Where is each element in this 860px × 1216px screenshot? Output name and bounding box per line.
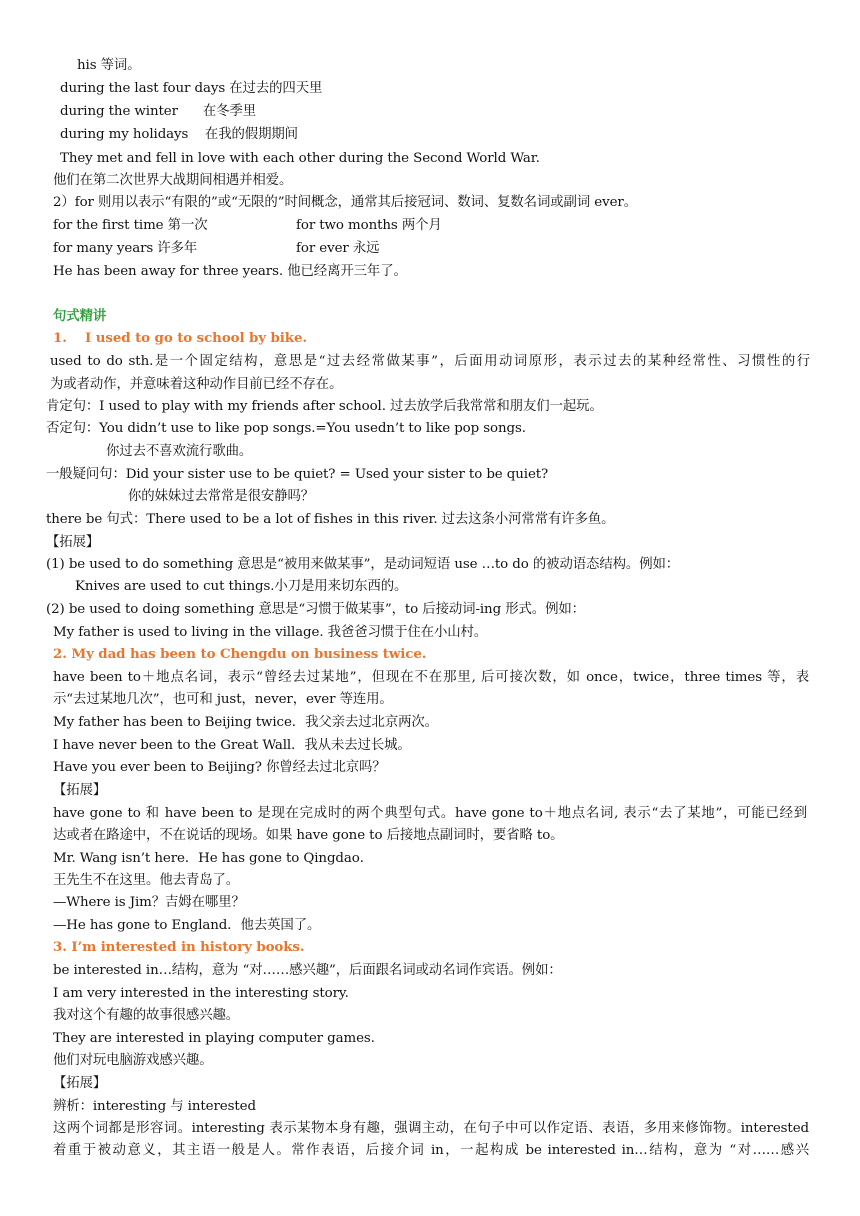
text-line: during the last four days 在过去的四天里 (60, 81, 323, 96)
text-line: 2）for 则用以表示“有限的”或“无限的”时间概念，通常其后接冠词、数词、复数名词或副词 ever。 (53, 195, 638, 210)
example-sentence: They are interested in playing computer games. (53, 1031, 375, 1046)
example-sentence: My father has been to Beijing twice．我父亲去过北京两次。 (53, 715, 438, 730)
question-example: 一般疑问句：Did your sister use to be quiet? = Used your sister to be quiet? (46, 467, 549, 482)
translation: 你的妹妹过去常常是很安静吗？ (128, 489, 315, 504)
extension-item: (1) be used to do something 意思是“被用来做某事”，是动词短语 use …to do 的被动语态结构。例如： (46, 557, 680, 572)
paragraph-line: 示“去过某地几次”，也可和 just，never，ever 等连用。 (53, 692, 393, 707)
there-be-example: there be 句式：There used to be a lot of fishes in this river. 过去这条小河常常有许多鱼。 (46, 512, 615, 527)
example-sentence: I am very interested in the interesting story. (53, 986, 349, 1001)
example-sentence: He has been away for three years. 他已经离开三年了。 (53, 264, 407, 279)
extension-example: Knives are used to cut things.小刀是用来切东西的。 (75, 579, 408, 594)
paragraph-line: 达或者在路途中，不在说话的现场。如果 have gone to 后接地点副词时，要省略 to。 (53, 828, 564, 843)
dialogue-line: —Where is Jim？吉姆在哪里？ (53, 895, 245, 910)
extension-example: My father is used to living in the village. 我爸爸习惯于住在小山村。 (53, 625, 488, 640)
extension-label: 【拓展】 (53, 783, 107, 798)
affirmative-example: 肯定句：I used to play with my friends after school. 过去放学后我常常和朋友们一起玩。 (46, 399, 603, 414)
for-example-left: for many years 许多年 (53, 241, 198, 256)
paragraph-line: 着重于被动意义，其主语一般是人。常作表语，后接介词 in，一起构成 be interested in…结构，意为 “对……感兴 (53, 1143, 809, 1158)
text-line: 他们在第二次世界大战期间相遇并相爱。 (53, 173, 293, 188)
text-line: his 等词。 (77, 58, 141, 73)
translation: 他们对玩电脑游戏感兴趣。 (53, 1053, 213, 1068)
translation: 你过去不喜欢流行歌曲。 (106, 444, 253, 459)
example-sentence: I have never been to the Great Wall．我从未去过长城。 (53, 738, 411, 753)
text-line: during my holidays 在我的假期期间 (60, 127, 298, 142)
translation: 我对这个有趣的故事很感兴趣。 (53, 1008, 240, 1023)
negative-example: 否定句：You didn’t use to like pop songs.=You usedn’t to like pop songs. (46, 421, 526, 436)
point-heading: 2. My dad has been to Chengdu on business twice. (53, 646, 427, 662)
section-title: 句式精讲 (53, 308, 107, 324)
analysis-heading: 辨析：interesting 与 interested (53, 1099, 256, 1114)
paragraph-line: have gone to 和 have been to 是现在完成时的两个典型句式。have gone to＋地点名词, 表示“去了某地”，可能已经到 (53, 806, 807, 821)
example-sentence: Have you ever been to Beijing? 你曾经去过北京吗？ (53, 760, 386, 775)
for-example-left: for the first time 第一次 (53, 218, 208, 233)
translation: 王先生不在这里。他去青岛了。 (53, 873, 240, 888)
paragraph-line: 这两个词都是形容词。interesting 表示某物本身有趣，强调主动，在句子中可以作定语、表语，多用来修饰物。interested (53, 1121, 809, 1136)
point-heading: 1. I used to go to school by bike. (53, 330, 307, 346)
point-heading: 3. I’m interested in history books. (53, 939, 305, 955)
paragraph-line: have been to＋地点名词，表示“曾经去过某地”，但现在不在那里, 后可接次数，如 once，twice，three times 等，表 (53, 670, 809, 685)
dialogue-line: —He has gone to England．他去英国了。 (53, 918, 321, 933)
extension-item: (2) be used to doing something 意思是“习惯于做某事”，to 后接动词-ing 形式。例如： (46, 602, 585, 617)
text-line: during the winter 在冬季里 (60, 104, 256, 119)
for-example-right: for ever 永远 (296, 241, 380, 256)
text-line: They met and fell in love with each other during the Second World War. (60, 151, 540, 166)
paragraph-line: 为或者动作，并意味着这种动作目前已经不存在。 (50, 377, 343, 392)
example-sentence: Mr. Wang isn’t here．He has gone to Qingdao． (53, 851, 374, 866)
paragraph-line: be interested in…结构，意为 “对……感兴趣”，后面跟名词或动名词作宾语。例如： (53, 963, 562, 978)
extension-label: 【拓展】 (46, 535, 100, 550)
for-example-right: for two months 两个月 (296, 218, 442, 233)
paragraph-line: used to do sth.是一个固定结构，意思是“过去经常做某事”，后面用动词原形，表示过去的某种经常性、习惯性的行 (50, 354, 810, 369)
extension-label: 【拓展】 (53, 1076, 107, 1091)
